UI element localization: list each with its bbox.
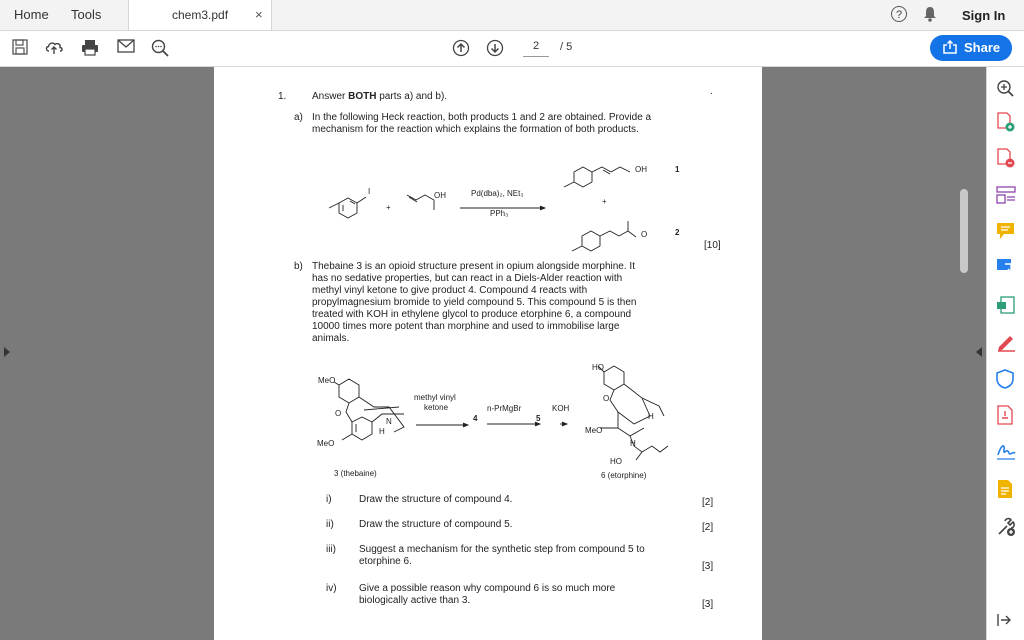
share-button[interactable] [930, 35, 1012, 61]
thebaine-aromatic-ring [339, 379, 359, 403]
document-tab[interactable] [128, 0, 272, 30]
part-b-line-6: 10000 times more potent than morphine and used to immobilise large [312, 321, 620, 332]
more-tools-icon[interactable] [996, 517, 1016, 537]
part-a-marks: [10] [704, 240, 721, 251]
thebaine-diene-ring [352, 417, 372, 440]
subq-1-marks: [2] [702, 497, 714, 508]
combine-files-icon[interactable] [996, 258, 1016, 278]
part-a-label: a) [294, 112, 303, 123]
protect-shield-icon[interactable] [996, 369, 1014, 389]
part-b-line-4: propylmagnesium bromide to yield compound 5. This compound 5 is then [312, 297, 637, 308]
save-icon[interactable] [12, 39, 28, 55]
previous-page-icon[interactable] [452, 39, 470, 57]
subq-2-num: ii) [326, 519, 334, 530]
toolbar [0, 31, 1024, 67]
tools-tab[interactable]: Tools [71, 7, 102, 22]
part-b-label: b) [294, 261, 303, 272]
right-panel-collapse-icon[interactable] [976, 347, 982, 357]
comment-icon[interactable] [996, 222, 1015, 240]
subq-1-text: Draw the structure of compound 4. [359, 494, 513, 505]
edit-pdf-icon[interactable] [996, 295, 1016, 315]
part-a-line-2: mechanism for the reaction which explains the formation of both products. [312, 124, 639, 135]
etorphine-h-2: H [630, 439, 636, 448]
home-tab[interactable]: Home [14, 7, 49, 22]
organize-pages-icon[interactable] [996, 186, 1016, 204]
request-signature-icon[interactable] [996, 405, 1016, 425]
thebaine-n: N [386, 417, 392, 426]
page-number-input[interactable]: 2 [523, 40, 549, 57]
nprmgbr-label: n-PrMgBr [487, 404, 522, 413]
part-a-line-1: In the following Heck reaction, both products 1 and 2 are obtained. Provide a [312, 112, 652, 123]
thebaine-label: 3 (thebaine) [334, 469, 377, 478]
thebaine-h: H [379, 427, 385, 436]
create-pdf-icon[interactable] [996, 112, 1016, 132]
allyl-alcohol-oh: OH [434, 191, 446, 200]
upload-cloud-icon[interactable] [44, 39, 64, 55]
product-2-o: O [641, 230, 648, 239]
subq-3-num: iii) [326, 544, 336, 555]
subq-4-marks: [3] [702, 599, 714, 610]
zoom-in-icon[interactable] [996, 79, 1014, 97]
document-tab-title: chem3.pdf [172, 8, 229, 22]
question-intro: Answer BOTH parts a) and b). [312, 91, 448, 102]
part-b-line-2: has no sedative properties, but can react in a Diels-Alder reaction with [312, 273, 623, 284]
subq-2-text: Draw the structure of compound 5. [359, 519, 513, 530]
collapse-panel-icon[interactable] [996, 612, 1012, 628]
pdf-page [214, 67, 762, 640]
part-b-line-3: methyl vinyl ketone to give product 4. Compound 4 reacts with [312, 285, 588, 296]
subq-4-line-2: biologically active than 3. [359, 595, 471, 606]
subq-2-marks: [2] [702, 522, 714, 533]
reagents-top: Pd(dba)₂, NEt₃ [471, 189, 524, 198]
product-1-ring [574, 167, 592, 187]
top-bar [0, 0, 1024, 31]
iodo-label: I [368, 187, 371, 196]
koh-label: KOH [552, 404, 570, 413]
mvk-line-2: ketone [424, 403, 449, 412]
subq-4-line-1: Give a possible reason why compound 6 is so much more [359, 583, 616, 594]
email-icon[interactable] [117, 39, 135, 54]
thebaine-meo-bottom: MeO [317, 439, 335, 448]
vertical-scrollbar[interactable] [960, 189, 968, 273]
reagents-bottom: PPh₃ [490, 209, 509, 218]
subq-3-marks: [3] [702, 561, 714, 572]
search-icon[interactable] [151, 39, 170, 57]
subq-1-num: i) [326, 494, 332, 505]
share-icon [943, 40, 957, 54]
etorphine-meo: MeO [585, 426, 603, 435]
sign-in-link[interactable]: Sign In [962, 8, 1006, 23]
aryl-iodide-ring [339, 198, 357, 218]
etorphine-ho-bottom: HO [610, 457, 622, 466]
export-pdf-icon[interactable] [996, 148, 1016, 168]
product-2-ring [582, 231, 600, 251]
plus-sign-2: + [602, 197, 607, 206]
part-b-line-1: Thebaine 3 is an opioid structure present in opium alongside morphine. It [312, 261, 635, 272]
product-1-label: 1 [675, 165, 680, 174]
thebaine-o-ring: O [335, 409, 342, 418]
question-number: 1. [278, 91, 287, 102]
page-total: / 5 [560, 41, 573, 53]
right-tools-panel [986, 67, 1024, 640]
next-page-icon[interactable] [486, 39, 504, 57]
etorphine-o-ring: O [603, 394, 610, 403]
stray-dot: . [710, 86, 713, 97]
send-review-icon[interactable] [996, 479, 1016, 499]
print-icon[interactable] [81, 39, 99, 56]
thebaine-meo-top: MeO [318, 376, 336, 385]
help-icon[interactable]: ? [891, 6, 907, 22]
etorphine-aromatic-ring [604, 366, 624, 390]
compound-4-label: 4 [473, 414, 478, 423]
plus-sign-1: + [386, 203, 391, 212]
left-panel-expand-icon[interactable] [4, 347, 10, 357]
subq-3-line-1: Suggest a mechanism for the synthetic step from compound 5 to [359, 544, 645, 555]
product-1-oh: OH [635, 165, 647, 174]
heck-reaction-scheme [314, 155, 714, 255]
fill-sign-icon[interactable] [996, 332, 1016, 352]
subq-4-num: iv) [326, 583, 337, 594]
share-label: Share [964, 40, 1001, 55]
close-tab-icon[interactable]: × [255, 7, 263, 22]
signature-icon[interactable] [996, 441, 1016, 461]
part-b-line-5: treated with KOH in ethylene glycol to produce etorphine 6, a compound [312, 309, 632, 320]
etorphine-ho-top: HO [592, 363, 604, 372]
mvk-line-1: methyl vinyl [414, 393, 456, 402]
product-2-label: 2 [675, 228, 680, 237]
etorphine-h-1: H [648, 412, 654, 421]
compound-5-label: 5 [536, 414, 541, 423]
notifications-bell-icon[interactable] [922, 5, 938, 23]
subq-3-line-2: etorphine 6. [359, 556, 412, 567]
part-b-line-7: animals. [312, 333, 350, 344]
etorphine-label: 6 (etorphine) [601, 471, 647, 480]
